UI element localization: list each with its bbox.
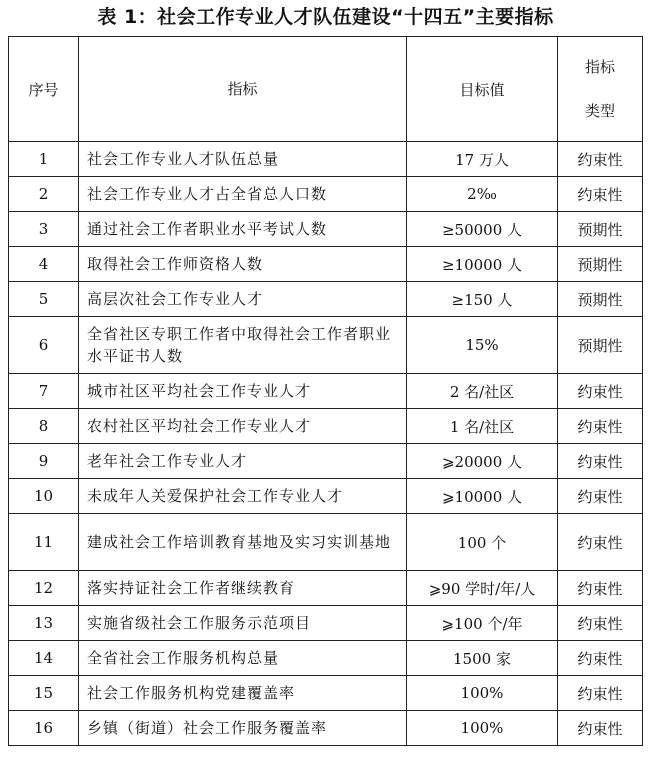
row-name: 社会工作服务机构党建覆盖率 [79,676,407,711]
row-no: 16 [9,711,79,746]
row-value: ≥150 人 [407,282,558,317]
row-name: 未成年人关爱保护社会工作专业人才 [79,479,407,514]
row-no: 14 [9,641,79,676]
row-value: ⩾90 学时/年/人 [407,571,558,606]
header-no: 序号 [9,37,79,142]
table-row [9,514,643,571]
row-name: 全省社会工作服务机构总量 [79,641,407,676]
table-row [9,444,643,479]
table-row [9,676,643,711]
table-row [9,571,643,606]
row-type: 预期性 [558,247,643,282]
row-no: 15 [9,676,79,711]
header-value: 目标值 [407,37,558,142]
row-name: 高层次社会工作专业人才 [79,282,407,317]
row-type: 约束性 [558,606,643,641]
indicators-table [8,36,643,746]
header-type [558,37,643,142]
row-type: 约束性 [558,711,643,746]
row-name: 农村社区平均社会工作专业人才 [79,409,407,444]
row-value: 2‰ [407,177,558,212]
row-type: 约束性 [558,374,643,409]
row-name: 落实持证社会工作者继续教育 [79,571,407,606]
header-type-line1: 指标 [584,58,615,76]
row-no: 5 [9,282,79,317]
table-row [9,409,643,444]
row-name: 老年社会工作专业人才 [79,444,407,479]
row-no: 10 [9,479,79,514]
table-row [9,317,643,374]
row-no: 3 [9,212,79,247]
table-row [9,177,643,212]
header-name: 指标 [79,37,407,142]
row-value: 2 名/社区 [407,374,558,409]
row-value: ≥50000 人 [407,212,558,247]
row-type: 约束性 [558,676,643,711]
row-name: 通过社会工作者职业水平考试人数 [79,212,407,247]
row-no: 6 [9,317,79,374]
row-type: 约束性 [558,409,643,444]
row-value: 17 万人 [407,142,558,177]
header-row [9,37,643,142]
table-row [9,711,643,746]
row-name: 取得社会工作师资格人数 [79,247,407,282]
row-name: 社会工作专业人才队伍总量 [79,142,407,177]
row-value: ⩾10000 人 [407,479,558,514]
row-type: 约束性 [558,514,643,571]
row-no: 4 [9,247,79,282]
row-type: 预期性 [558,212,643,247]
row-no: 8 [9,409,79,444]
table-row [9,374,643,409]
header-type-line2: 类型 [584,102,615,120]
row-name: 社会工作专业人才占全省总人口数 [79,177,407,212]
row-value: 1500 家 [407,641,558,676]
table-row [9,282,643,317]
row-no: 2 [9,177,79,212]
row-name: 建成社会工作培训教育基地及实习实训基地 [79,514,407,571]
row-type: 预期性 [558,317,643,374]
row-no: 1 [9,142,79,177]
row-value: 100% [407,676,558,711]
row-type: 约束性 [558,444,643,479]
row-no: 9 [9,444,79,479]
row-value: 15% [407,317,558,374]
row-type: 约束性 [558,142,643,177]
table-row [9,641,643,676]
row-value: ≥10000 人 [407,247,558,282]
row-type: 约束性 [558,641,643,676]
row-no: 13 [9,606,79,641]
row-type: 约束性 [558,177,643,212]
table-title: 表 1：社会工作专业人才队伍建设“十四五”主要指标 [97,6,554,28]
row-name: 城市社区平均社会工作专业人才 [79,374,407,409]
row-value: 100 个 [407,514,558,571]
table-row [9,212,643,247]
row-no: 11 [9,514,79,571]
row-value: ⩾100 个/年 [407,606,558,641]
row-type: 约束性 [558,479,643,514]
row-name: 实施省级社会工作服务示范项目 [79,606,407,641]
row-no: 12 [9,571,79,606]
row-value: 1 名/社区 [407,409,558,444]
table-row [9,142,643,177]
table-row [9,479,643,514]
table-row [9,247,643,282]
table-row [9,606,643,641]
row-name: 乡镇（街道）社会工作服务覆盖率 [79,711,407,746]
row-type: 预期性 [558,282,643,317]
row-type: 约束性 [558,571,643,606]
row-no: 7 [9,374,79,409]
row-name: 全省社区专职工作者中取得社会工作者职业水平证书人数 [79,317,407,374]
row-value: ⩾20000 人 [407,444,558,479]
row-value: 100% [407,711,558,746]
